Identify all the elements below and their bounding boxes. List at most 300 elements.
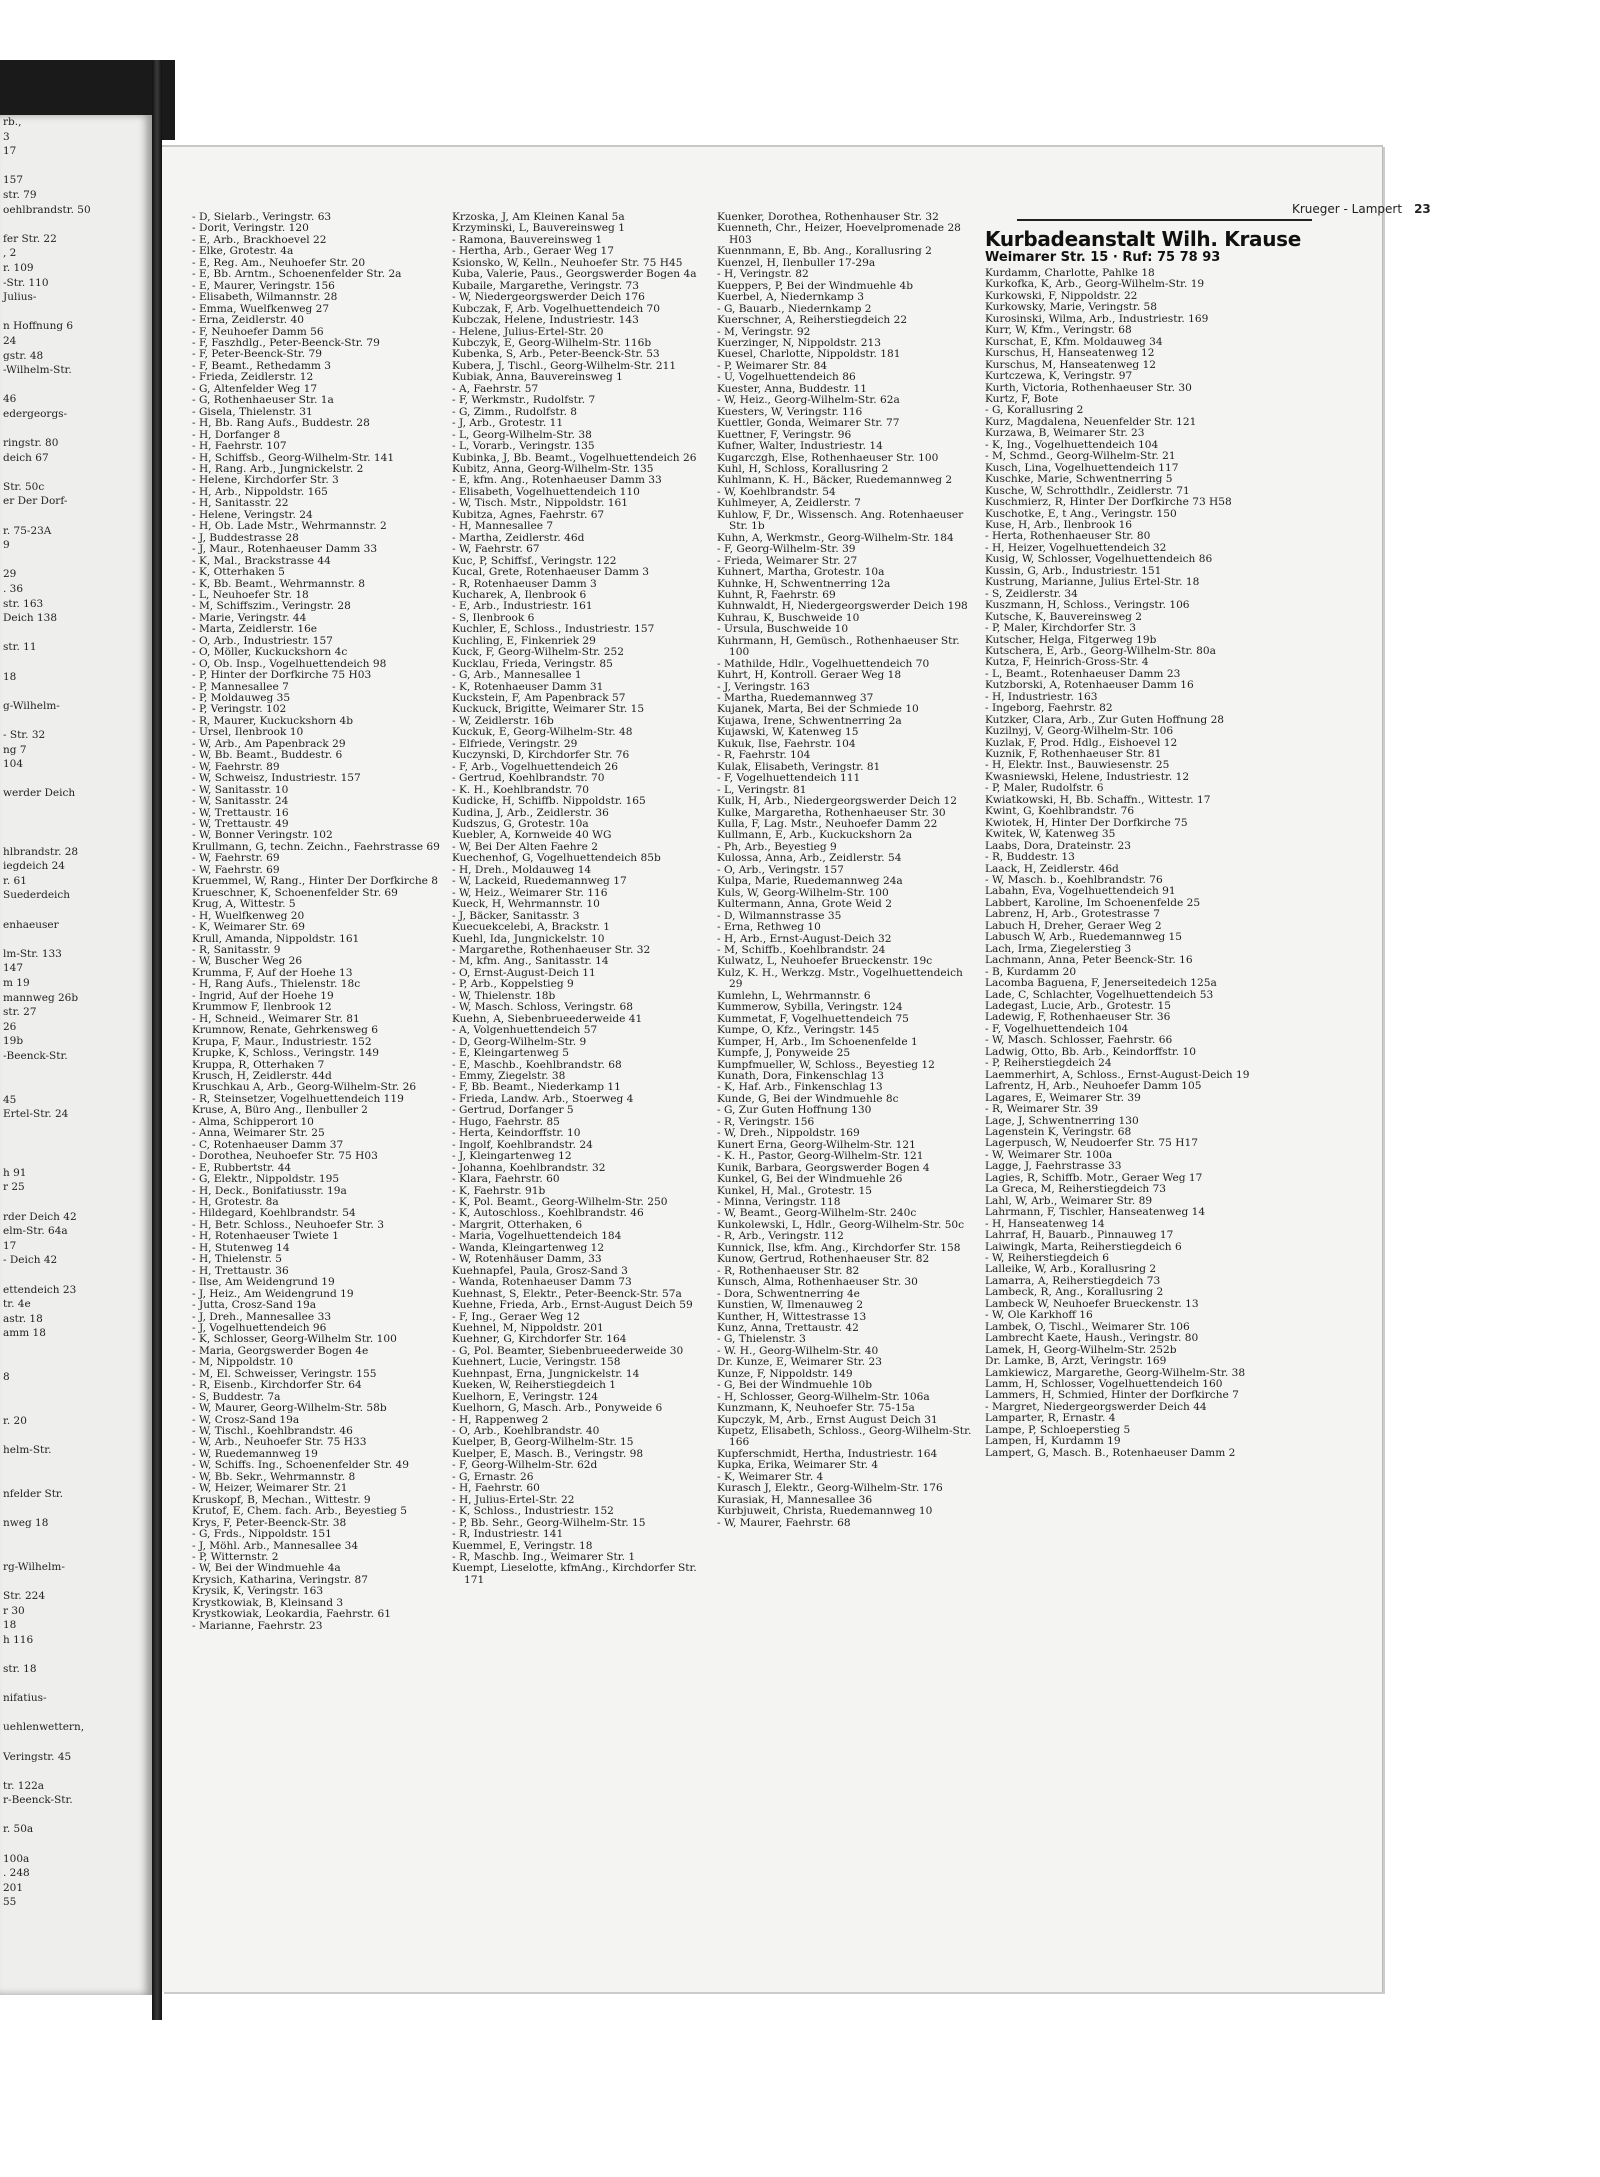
left-page-fragment: rder Deich 42	[3, 1210, 77, 1223]
left-page-fragment	[0, 1122, 152, 1137]
left-page-fragment: -Beenck-Str.	[3, 1050, 68, 1062]
directory-entry: - K, Schloss., Industriestr. 152	[452, 1505, 614, 1518]
directory-entry: - H, Bb. Rang Aufs., Buddestr. 28	[192, 417, 370, 430]
directory-entry: - W, Tisch. Mstr., Nippoldstr. 161	[452, 497, 628, 510]
directory-entry: - W, Masch. b., Koehlbrandstr. 76	[985, 874, 1163, 887]
directory-entry: Krumnow, Renate, Gehrkensweg 6	[192, 1024, 379, 1037]
directory-entry: - W, Buscher Weg 26	[192, 955, 303, 968]
directory-entry: - R, Rothenhaeuser Str. 82	[717, 1264, 860, 1277]
directory-entry: - R, Maurer, Kuckuckshorn 4b	[192, 714, 354, 727]
directory-entry: - R, Weimarer Str. 39	[985, 1103, 1099, 1116]
directory-entry: Kulwatz, L, Neuhoefer Brueckenstr. 19c	[717, 955, 933, 968]
left-page-fragment	[0, 1458, 152, 1473]
directory-entry: - M, Schiffszim., Veringstr. 28	[192, 600, 351, 613]
directory-entry: Kummetat, F, Vogelhuettendeich 75	[717, 1012, 909, 1025]
directory-entry: Kunde, G, Bei der Windmuehle 8c	[717, 1092, 899, 1105]
directory-entry: Krueschner, K, Schoenenfelder Str. 69	[192, 886, 398, 899]
left-page-fragment	[0, 626, 152, 641]
directory-entry: Kuerbel, A, Niedernkamp 3	[717, 291, 864, 304]
directory-column-4	[985, 229, 1310, 1459]
directory-entry: Ladwig, Otto, Bb. Arb., Keindorffstr. 10	[985, 1045, 1196, 1058]
directory-entry: Lamparter, R, Ernastr. 4	[985, 1412, 1116, 1425]
left-page-fragment	[0, 1531, 152, 1546]
left-page-fragment	[0, 378, 152, 393]
directory-entry: Kulossa, Anna, Arb., Zeidlerstr. 54	[717, 852, 902, 865]
left-page-fragment: - Str. 32	[3, 728, 46, 741]
directory-entry: - H, Heizer, Vogelhuettendeich 32	[985, 541, 1167, 554]
directory-entry: Kwiatkowski, H, Bb. Schaffn., Wittestr. 17	[985, 793, 1211, 806]
directory-entry: - G, Thielenstr. 3	[717, 1333, 806, 1346]
directory-entry: Kulk, H, Arb., Niedergeorgswerder Deich 12	[717, 795, 958, 808]
left-page-fragment: gstr. 48	[3, 349, 44, 362]
directory-entry: Kuszmann, H, Schloss., Veringstr. 106	[985, 599, 1190, 612]
directory-entry: - G, Korallusring 2	[985, 404, 1084, 417]
directory-entry: Kupka, Erika, Weimarer Str. 4	[717, 1459, 879, 1472]
directory-entry: Kuba, Valerie, Paus., Georgswerder Bogen 4a	[452, 268, 697, 281]
directory-entry: - Gertrud, Dorfanger 5	[452, 1104, 574, 1117]
left-page-fragment: r 30	[3, 1604, 25, 1617]
directory-entry: - K, Weimarer Str. 69	[192, 921, 306, 934]
directory-entry: Kuckstein, F, Am Papenbrack 57	[452, 692, 626, 705]
directory-entry: Kuchling, E, Finkenriek 29	[452, 634, 596, 647]
directory-entry: - P, Veringstr. 102	[192, 703, 287, 716]
left-page-fragment: 45	[3, 1093, 17, 1106]
directory-entry: - H, Rang. Arb., Jungnickelstr. 2	[192, 462, 364, 475]
directory-entry: - F, Vogelhuettendeich 104	[985, 1022, 1129, 1035]
directory-entry: Kubczak, F, Arb. Vogelhuettendeich 70	[452, 302, 660, 315]
directory-entry: Krzoska, J, Am Kleinen Kanal 5a	[452, 211, 625, 223]
directory-entry: - L, Veringstr. 81	[717, 783, 807, 796]
left-page-fragment	[0, 713, 152, 728]
directory-entry: - H, Thielenstr. 5	[192, 1253, 283, 1266]
directory-entry: - H, Trettaustr. 36	[192, 1264, 289, 1277]
directory-entry: - W, Sanitasstr. 24	[192, 795, 289, 808]
directory-entry: - Elisabeth, Vogelhuettendeich 110	[452, 485, 640, 498]
directory-entry: Kwitek, W, Katenweg 35	[985, 828, 1116, 841]
left-page-fragment: 157	[3, 174, 24, 187]
directory-entry: Ladewig, F, Rothenhaeuser Str. 36	[985, 1011, 1171, 1024]
directory-entry: Kuenneth, Chr., Heizer, Hoevelpromenade 28 H03	[717, 222, 961, 246]
directory-entry: Kuhn, A, Werkmstr., Georg-Wilhelm-Str. 184	[717, 531, 954, 544]
directory-entry: Kuemmel, E, Veringstr. 18	[452, 1539, 593, 1552]
left-page-fragment: nfelder Str.	[3, 1487, 64, 1500]
directory-entry: Kuehne, Frieda, Arb., Ernst-August Deich 59	[452, 1299, 693, 1312]
directory-entry: - Dorothea, Neuhoefer Str. 75 H03	[192, 1150, 378, 1163]
left-page-fragment	[0, 932, 152, 947]
directory-entry: - H, Arb., Nippoldstr. 165	[192, 485, 328, 498]
left-page-fragment	[0, 1472, 152, 1487]
directory-entry: Kwasniewski, Helene, Industriestr. 12	[985, 770, 1190, 783]
left-page-fragment: ringstr. 80	[3, 437, 59, 450]
directory-entry: Kuschotke, E, t Ang., Veringstr. 150	[985, 507, 1177, 520]
directory-entry: Kuczynski, D, Kirchdorfer Str. 76	[452, 749, 630, 762]
directory-entry: Kupetz, Elisabeth, Schloss., Georg-Wilhelm-Str. 166	[717, 1425, 972, 1449]
directory-entry: Kuchler, E, Schloss., Industriestr. 157	[452, 623, 655, 636]
directory-entry: Kurth, Victoria, Rothenhaeuser Str. 30	[985, 381, 1192, 394]
column-4-entries	[985, 268, 1310, 1459]
directory-entry: Kuls, W, Georg-Wilhelm-Str. 100	[717, 886, 889, 899]
directory-entry: - K, Faehrstr. 91b	[452, 1184, 546, 1197]
directory-entry: - H, Industriestr. 163	[985, 690, 1098, 703]
directory-entry: - P, Hinter der Dorfkirche 75 H03	[192, 669, 372, 682]
directory-entry: Lade, C, Schlachter, Vogelhuettendeich 53	[985, 988, 1214, 1001]
directory-entry: Kumlehn, L, Wehrmannstr. 6	[717, 989, 871, 1002]
directory-entry: Kuhnwaldt, H, Niedergeorgswerder Deich 198	[717, 600, 968, 613]
directory-entry: Kunther, H, Wittestrasse 13	[717, 1310, 867, 1323]
directory-entry: Kuschke, Marie, Schwentnerring 5	[985, 473, 1173, 486]
directory-entry: Kulke, Margaretha, Rothenhaeuser Str. 30	[717, 806, 946, 819]
directory-entry: - Marianne, Faehrstr. 23	[192, 1619, 323, 1632]
directory-entry: Kruse, A, Büro Ang., Ilenbuller 2	[192, 1104, 368, 1117]
directory-entry: - P, Bb. Sehr., Georg-Wilhelm-Str. 15	[452, 1516, 646, 1529]
directory-entry: - G, Rothenhaeuser Str. 1a	[192, 394, 334, 407]
directory-entry: - H, Schneid., Weimarer Str. 81	[192, 1012, 360, 1025]
left-page-fragment: elm-Str. 64a	[3, 1225, 68, 1238]
directory-entry: Kurz, Magdalena, Neuenfelder Str. 121	[985, 415, 1197, 428]
directory-entry: Kutschera, E, Arb., Georg-Wilhelm-Str. 80a	[985, 644, 1216, 657]
directory-entry: - G, Altenfelder Weg 17	[192, 382, 318, 395]
directory-entry: Lage, J, Schwentnerring 130	[985, 1114, 1139, 1127]
directory-entry: Lammers, H, Schmied, Hinter der Dorfkirche 7	[985, 1389, 1239, 1402]
directory-entry: Lampe, P, Schloeperstieg 5	[985, 1423, 1131, 1436]
directory-entry: - K, Haf. Arb., Finkenschlag 13	[717, 1081, 883, 1094]
directory-entry: - W, Maurer, Faehrstr. 68	[717, 1516, 851, 1529]
directory-entry: - Margrit, Otterhaken, 6	[452, 1218, 583, 1231]
directory-entry: - F, Werkmstr., Rudolfstr. 7	[452, 394, 596, 407]
directory-entry: Laabs, Dora, Drateinstr. 23	[985, 839, 1132, 852]
left-page-fragment: 24	[3, 334, 17, 347]
directory-entry: Kujawa, Irene, Schwentnerring 2a	[717, 714, 902, 727]
directory-entry: Kruskopf, B, Mechan., Wittestr. 9	[192, 1493, 371, 1506]
directory-entry: - P, Maler, Rudolfstr. 6	[985, 782, 1104, 795]
directory-entry: Kuelper, E, Masch. B., Veringstr. 98	[452, 1447, 644, 1460]
directory-entry: - Emma, Wuelfkenweg 27	[192, 302, 330, 315]
directory-entry: - C, Rotenhaeuser Damm 37	[192, 1138, 344, 1151]
directory-entry: - H, Rappenweg 2	[452, 1413, 549, 1426]
left-page-fragment	[0, 684, 152, 699]
directory-entry: - R, Industriestr. 141	[452, 1528, 564, 1541]
directory-entry: - Frieda, Zeidlerstr. 12	[192, 371, 314, 384]
directory-entry: - F, Georg-Wilhelm-Str. 39	[717, 543, 856, 556]
directory-entry: - A, Volgenhuettendeich 57	[452, 1024, 598, 1037]
directory-entry: Laack, H, Zeidlerstr. 46d	[985, 862, 1119, 875]
left-page-fragment	[0, 1706, 152, 1721]
directory-entry: - G, Arb., Mannesallee 1	[452, 669, 582, 682]
left-page-fragment	[0, 1137, 152, 1152]
directory-entry: Kuelper, B, Georg-Wilhelm-Str. 15	[452, 1436, 634, 1449]
directory-entry: - R, Arb., Veringstr. 112	[717, 1230, 844, 1243]
directory-entry: - F, Neuhoefer Damm 56	[192, 325, 324, 338]
directory-entry: Krug, A, Wittestr. 5	[192, 898, 296, 911]
directory-entry: - W, Koehlbrandstr. 54	[717, 485, 836, 498]
directory-entry: - H, Faehrstr. 60	[452, 1482, 540, 1495]
directory-entry: Dr. Kunze, E, Weimarer Str. 23	[717, 1356, 882, 1369]
left-page-fragment: . 248	[3, 1867, 30, 1880]
directory-entry: Lagenstein K, Veringstr. 68	[985, 1125, 1132, 1138]
directory-entry: Kuckuck, Brigitte, Weimarer Str. 15	[452, 703, 645, 716]
directory-entry: Kurkowsky, Marie, Veringstr. 58	[985, 301, 1158, 314]
directory-entry: - K, Autoschloss., Koehlbrandstr. 46	[452, 1207, 644, 1220]
directory-entry: - H, Dorfanger 8	[192, 428, 281, 441]
directory-entry: - H, Stutenweg 14	[192, 1241, 290, 1254]
directory-entry: Kulz, K. H., Werkzg. Mstr., Vogelhuettendeich 29	[717, 966, 963, 991]
left-page-fragment	[0, 159, 152, 174]
directory-entry: - L, Vorarb., Veringstr. 135	[452, 440, 595, 453]
left-page-fragment: rg-Wilhelm-	[3, 1560, 65, 1573]
directory-entry: Lafrentz, H, Arb., Neuhoefer Damm 105	[985, 1080, 1202, 1093]
directory-entry: Kuhrau, K, Buschweide 10	[717, 611, 860, 624]
left-page-fragment: g-Wilhelm-	[3, 699, 60, 712]
directory-entry: - H, Grotestr. 8a	[192, 1195, 279, 1208]
left-page-fragment: 29	[3, 568, 17, 581]
directory-entry: - E, kfm. Ang., Rotenhaeuser Damm 33	[452, 474, 662, 487]
directory-entry: Kudina, J, Arb., Zeidlerstr. 36	[452, 806, 609, 819]
directory-entry: - G, Bei der Windmuehle 10b	[717, 1379, 873, 1392]
directory-entry: Kunkel, G, Bei der Windmuehle 26	[717, 1173, 903, 1186]
directory-entry: Kuhlmann, K. H., Bäcker, Ruedemannweg 2	[717, 474, 953, 487]
directory-entry: Krull, Amanda, Nippoldstr. 161	[192, 932, 360, 945]
directory-entry: - S, Zeidlerstr. 34	[985, 587, 1078, 600]
directory-entry: - F, Faszhdlg., Peter-Beenck-Str. 79	[192, 336, 380, 349]
left-page-fragment: mannweg 26b	[3, 991, 79, 1004]
directory-page	[162, 145, 1431, 1992]
directory-entry: - H, Mannesallee 7	[452, 520, 554, 533]
book-spine	[152, 60, 162, 2020]
left-page-fragment: 8	[3, 1371, 10, 1384]
directory-entry: - H, Faehrstr. 107	[192, 440, 287, 453]
directory-entry: Kubinka, J, Bb. Beamt., Vogelhuettendeich 26	[452, 451, 697, 464]
directory-entry: - O, Arb., Koehlbrandstr. 40	[452, 1425, 600, 1438]
directory-entry: Krutof, E, Chem. fach. Arb., Beyestieg 5	[192, 1505, 408, 1518]
left-page-fragment: ng 7	[3, 743, 27, 756]
directory-entry: - F, Arb., Vogelhuettendeich 26	[452, 760, 619, 773]
directory-entry: Kusche, W, Schrotthdlr., Zeidlerstr. 71	[985, 484, 1190, 497]
left-page-fragment	[0, 1545, 152, 1560]
directory-entry: - D, Wilmannstrasse 35	[717, 909, 842, 922]
left-page-fragment	[0, 1735, 152, 1750]
directory-entry: - J, Heiz., Am Weidengrund 19	[192, 1287, 354, 1300]
directory-entry: - R, Veringstr. 156	[717, 1115, 815, 1128]
left-page-fragment	[0, 465, 152, 480]
directory-entry: Kunow, Gertrud, Rothenhaeuser Str. 82	[717, 1253, 930, 1266]
left-page-fragment: r. 50a	[3, 1823, 34, 1836]
left-page-fragment: r-Beenck-Str.	[3, 1794, 73, 1807]
directory-entry: - W, Bonner Veringstr. 102	[192, 829, 333, 842]
directory-entry: Kunkolewski, L, Hdlr., Georg-Wilhelm-Str. 50c	[717, 1218, 965, 1231]
left-page-fragment: 104	[3, 758, 24, 771]
directory-entry: - J, Kleingartenweg 12	[452, 1150, 572, 1163]
directory-entry: - W, Ole Karkhoff 16	[985, 1309, 1093, 1322]
directory-entry: - F, Vogelhuettendeich 111	[717, 772, 861, 785]
directory-entry: Krummow F, Ilenbrook 12	[192, 1001, 332, 1014]
directory-entry: Lamkiewicz, Margarethe, Georg-Wilhelm-Str. 38	[985, 1366, 1246, 1379]
directory-entry: Kuc, P, Schiffsf., Veringstr. 122	[452, 554, 617, 567]
directory-entry: - K, Weimarer Str. 4	[717, 1470, 824, 1483]
directory-entry: - S, Buddestr. 7a	[192, 1390, 281, 1403]
directory-entry: - Hildegard, Koehlbrandstr. 54	[192, 1207, 356, 1220]
directory-entry: - Emmy, Ziegelstr. 38	[452, 1069, 566, 1082]
directory-entry: Kutzker, Clara, Arb., Zur Guten Hoffnung 28	[985, 713, 1225, 726]
directory-entry: - W. H., Georg-Wilhelm-Str. 40	[717, 1344, 879, 1357]
directory-entry: - F, Georg-Wilhelm-Str. 62d	[452, 1459, 598, 1472]
directory-entry: - W, Bb. Beamt., Buddestr. 6	[192, 749, 343, 762]
directory-entry: - J, Möhl. Arb., Mannesallee 34	[192, 1539, 359, 1552]
directory-entry: Kupferschmidt, Hertha, Industriestr. 164	[717, 1447, 938, 1460]
left-page-fragment	[0, 830, 152, 845]
directory-entry: - Dorit, Veringstr. 120	[192, 222, 309, 235]
directory-entry: Lalleike, W, Arb., Korallusring 2	[985, 1263, 1157, 1276]
left-page-fragment	[0, 801, 152, 816]
directory-entry: Lampert, G, Masch. B., Rotenhaeuser Damm 2	[985, 1446, 1236, 1459]
directory-entry: - J, Buddestrasse 28	[192, 531, 299, 544]
left-page-fragment: str. 79	[3, 188, 37, 201]
directory-entry: - W, Bei der Windmuehle 4a	[192, 1562, 341, 1575]
directory-entry: - W, Trettaustr. 49	[192, 818, 289, 831]
left-page-fragment: m 19	[3, 977, 30, 990]
directory-entry: - R, Rotenhaeuser Damm 3	[452, 577, 597, 590]
directory-entry: - Minna, Veringstr. 118	[717, 1195, 841, 1208]
left-page-fragment	[0, 1647, 152, 1662]
directory-entry: Krupke, K, Schloss., Veringstr. 149	[192, 1047, 379, 1060]
directory-entry: Kuehner, G, Kirchdorfer Str. 164	[452, 1333, 627, 1346]
directory-entry: Kwiotek, H, Hinter Der Dorfkirche 75	[985, 816, 1188, 829]
directory-entry: - Ursel, Ilenbrook 10	[192, 726, 304, 739]
directory-entry: Kufner, Walter, Industriestr. 14	[717, 440, 883, 453]
directory-entry: - Anna, Weimarer Str. 25	[192, 1127, 325, 1140]
directory-entry: - F, Ing., Geraer Weg 12	[452, 1310, 581, 1323]
directory-entry: Kuhnt, R, Faehrstr. 69	[717, 588, 836, 601]
directory-entry: Kugarczgh, Else, Rothenhaeuser Str. 100	[717, 451, 939, 464]
directory-entry: - Dora, Schwentnerring 4e	[717, 1287, 860, 1300]
left-page-fragment	[0, 1078, 152, 1093]
directory-entry: - Frieda, Weimarer Str. 27	[717, 554, 858, 567]
directory-entry: Lahrraf, H, Bauarb., Pinnauweg 17	[985, 1229, 1174, 1242]
directory-entry: - J, Dreh., Mannesallee 33	[192, 1310, 332, 1323]
directory-entry: - O, Ernst-August-Deich 11	[452, 966, 596, 979]
directory-entry: - Marta, Zeidlerstr. 16e	[192, 623, 318, 636]
directory-entry: - Hugo, Faehrstr. 85	[452, 1115, 560, 1128]
directory-entry: Kurtczewa, K, Veringstr. 97	[985, 370, 1133, 383]
left-page-fragment	[0, 772, 152, 787]
directory-entry: Kussin, G, Arb., Industriestr. 151	[985, 564, 1162, 577]
left-page-fragment: 26	[3, 1020, 17, 1033]
directory-entry: Kuettner, F, Veringstr. 96	[717, 428, 852, 441]
directory-entry: Kuhlow, F, Dr., Wissensch. Ang. Rotenhaeuser Str. 1b	[717, 508, 964, 533]
left-page-fragment: 18	[3, 1619, 17, 1632]
directory-entry: - W, Faehrstr. 89	[192, 760, 280, 773]
directory-entry: Lamm, H, Schlosser, Vogelhuettendeich 160	[985, 1377, 1223, 1390]
directory-entry: - L, Georg-Wilhelm-Str. 38	[452, 428, 592, 441]
directory-entry: - W, Arb., Neuhoefer Str. 75 H33	[192, 1436, 367, 1449]
directory-entry: - W, Faehrstr. 67	[452, 543, 540, 556]
directory-entry: - W, Beamt., Georg-Wilhelm-Str. 240c	[717, 1207, 917, 1220]
directory-entry: Kurasiak, H, Mannesallee 36	[717, 1493, 873, 1506]
directory-entry: - H, Julius-Ertel-Str. 22	[452, 1493, 575, 1506]
directory-entry: - Erna, Zeidlerstr. 40	[192, 314, 304, 327]
directory-entry: Kubera, J, Tischl., Georg-Wilhelm-Str. 211	[452, 359, 677, 372]
directory-entry: Kurosinski, Wilma, Arb., Industriestr. 169	[985, 312, 1209, 325]
directory-entry: Kucklau, Frieda, Veringstr. 85	[452, 657, 613, 670]
directory-entry: - Ramona, Bauvereinsweg 1	[452, 233, 603, 246]
directory-entry: - M, kfm. Ang., Sanitasstr. 14	[452, 955, 609, 968]
left-page-fragment	[0, 553, 152, 568]
directory-entry: Labusch W, Arb., Ruedemannweg 15	[985, 931, 1182, 944]
directory-entry: - Gisela, Thielenstr. 31	[192, 405, 313, 418]
directory-entry: Kruschkau A, Arb., Georg-Wilhelm-Str. 26	[192, 1081, 417, 1094]
directory-entry: - J, Veringstr. 163	[717, 680, 810, 693]
directory-entry: - E, Reg. Am., Neuhoefer Str. 20	[192, 256, 366, 269]
directory-entry: - E, Rubbertstr. 44	[192, 1161, 292, 1174]
directory-entry: - Helene, Kirchdorfer Str. 3	[192, 474, 339, 487]
directory-entry: - Wanda, Kleingartenweg 12	[452, 1241, 605, 1254]
directory-entry: Kuettler, Gonda, Weimarer Str. 77	[717, 417, 900, 430]
directory-entry: Kukuk, Ilse, Faehrstr. 104	[717, 737, 856, 750]
directory-entry: - W, Weimarer Str. 100a	[985, 1148, 1113, 1161]
left-page-fragment	[0, 1677, 152, 1692]
directory-entry: Kuempt, Lieselotte, kfmAng., Kirchdorfer Str. 171	[452, 1562, 697, 1586]
directory-entry: Krysich, Katharina, Veringstr. 87	[192, 1573, 369, 1586]
directory-entry: Kuzilnyj, V, Georg-Wilhelm-Str. 106	[985, 725, 1174, 738]
left-page-fragment: nweg 18	[3, 1517, 49, 1529]
directory-entry: - J, Arb., Grotestr. 11	[452, 417, 564, 430]
directory-entry: Kuerzinger, N, Nippoldstr. 213	[717, 336, 881, 349]
directory-entry: - H, Wuelfkenweg 20	[192, 909, 305, 922]
directory-entry: - P, Moldauweg 35	[192, 692, 291, 705]
directory-entry: - G, Elektr., Nippoldstr. 195	[192, 1173, 340, 1186]
left-page-fragment: str. 163	[3, 597, 44, 610]
directory-entry: Kueppers, P, Bei der Windmuehle 4b	[717, 279, 914, 292]
directory-entry: - Margarethe, Rothenhaeuser Str. 32	[452, 944, 651, 956]
directory-entry: Krystkowiak, Leokardia, Faehrstr. 61	[192, 1608, 391, 1621]
directory-entry: Kustrung, Marianne, Julius Ertel-Str. 18	[985, 576, 1200, 589]
directory-entry: Krusch, H, Zeidlerstr. 44d	[192, 1069, 332, 1082]
directory-entry: Kubczak, Helene, Industriestr. 143	[452, 314, 639, 327]
left-page-fragment	[0, 1341, 152, 1356]
directory-entry: La Greca, M, Reiherstiegdeich 73	[985, 1183, 1167, 1196]
directory-entry: - F, Peter-Beenck-Str. 79	[192, 348, 322, 361]
directory-entry: Kuecuekcelebi, A, Brackstr. 1	[452, 921, 610, 934]
directory-entry: - Ph, Arb., Beyestieg 9	[717, 840, 837, 853]
directory-entry: Laemmerhirt, A, Schloss., Ernst-August-Deich 19	[985, 1068, 1250, 1081]
directory-entry: - R, Steinsetzer, Vogelhuettendeich 119	[192, 1092, 404, 1105]
directory-entry: Kuelhorn, G, Masch. Arb., Ponyweide 6	[452, 1402, 663, 1415]
left-page-fragment	[0, 1837, 152, 1852]
left-page-fragment	[0, 1355, 152, 1370]
directory-entry: - R, Sanitasstr. 9	[192, 944, 281, 956]
left-page-fragment: oehlbrandstr. 50	[3, 203, 91, 216]
left-page-fragment: Str. 224	[3, 1589, 45, 1602]
directory-entry: - P, Maler, Kirchdorfer Str. 3	[985, 622, 1136, 635]
left-page-fragment: uehlenwettern,	[3, 1721, 85, 1734]
directory-entry: Kuse, H, Arb., Ilenbrook 16	[985, 518, 1133, 531]
directory-entry: Lagerpusch, W, Neudoerfer Str. 75 H17	[985, 1137, 1198, 1150]
left-page-fragment	[0, 305, 152, 320]
directory-entry: Kucal, Grete, Rotenhaeuser Damm 3	[452, 566, 650, 579]
directory-entry: - K, Rotenhaeuser Damm 31	[452, 680, 604, 693]
directory-entry: - W, Ruedemannweg 19	[192, 1447, 318, 1460]
directory-entry: - W, Arb., Am Papenbrack 29	[192, 737, 346, 750]
left-page-fragment: r. 20	[3, 1414, 27, 1427]
directory-entry: - W, Trettaustr. 16	[192, 806, 289, 819]
directory-entry: Kuhnke, H, Schwentnerring 12a	[717, 577, 891, 590]
directory-entry: - Johanna, Koehlbrandstr. 32	[452, 1161, 606, 1174]
directory-entry: Kupczyk, M, Arb., Ernst August Deich 31	[717, 1413, 938, 1426]
left-page-fragment: h 116	[3, 1633, 34, 1646]
left-page-fragment: ettendeich 23	[3, 1283, 77, 1296]
directory-entry: Kutzborski, A, Rotenhaeuser Damm 16	[985, 679, 1194, 692]
directory-entry: - H, Betr. Schloss., Neuhoefer Str. 3	[192, 1218, 384, 1231]
left-page-fragment: lm-Str. 133	[3, 947, 62, 960]
